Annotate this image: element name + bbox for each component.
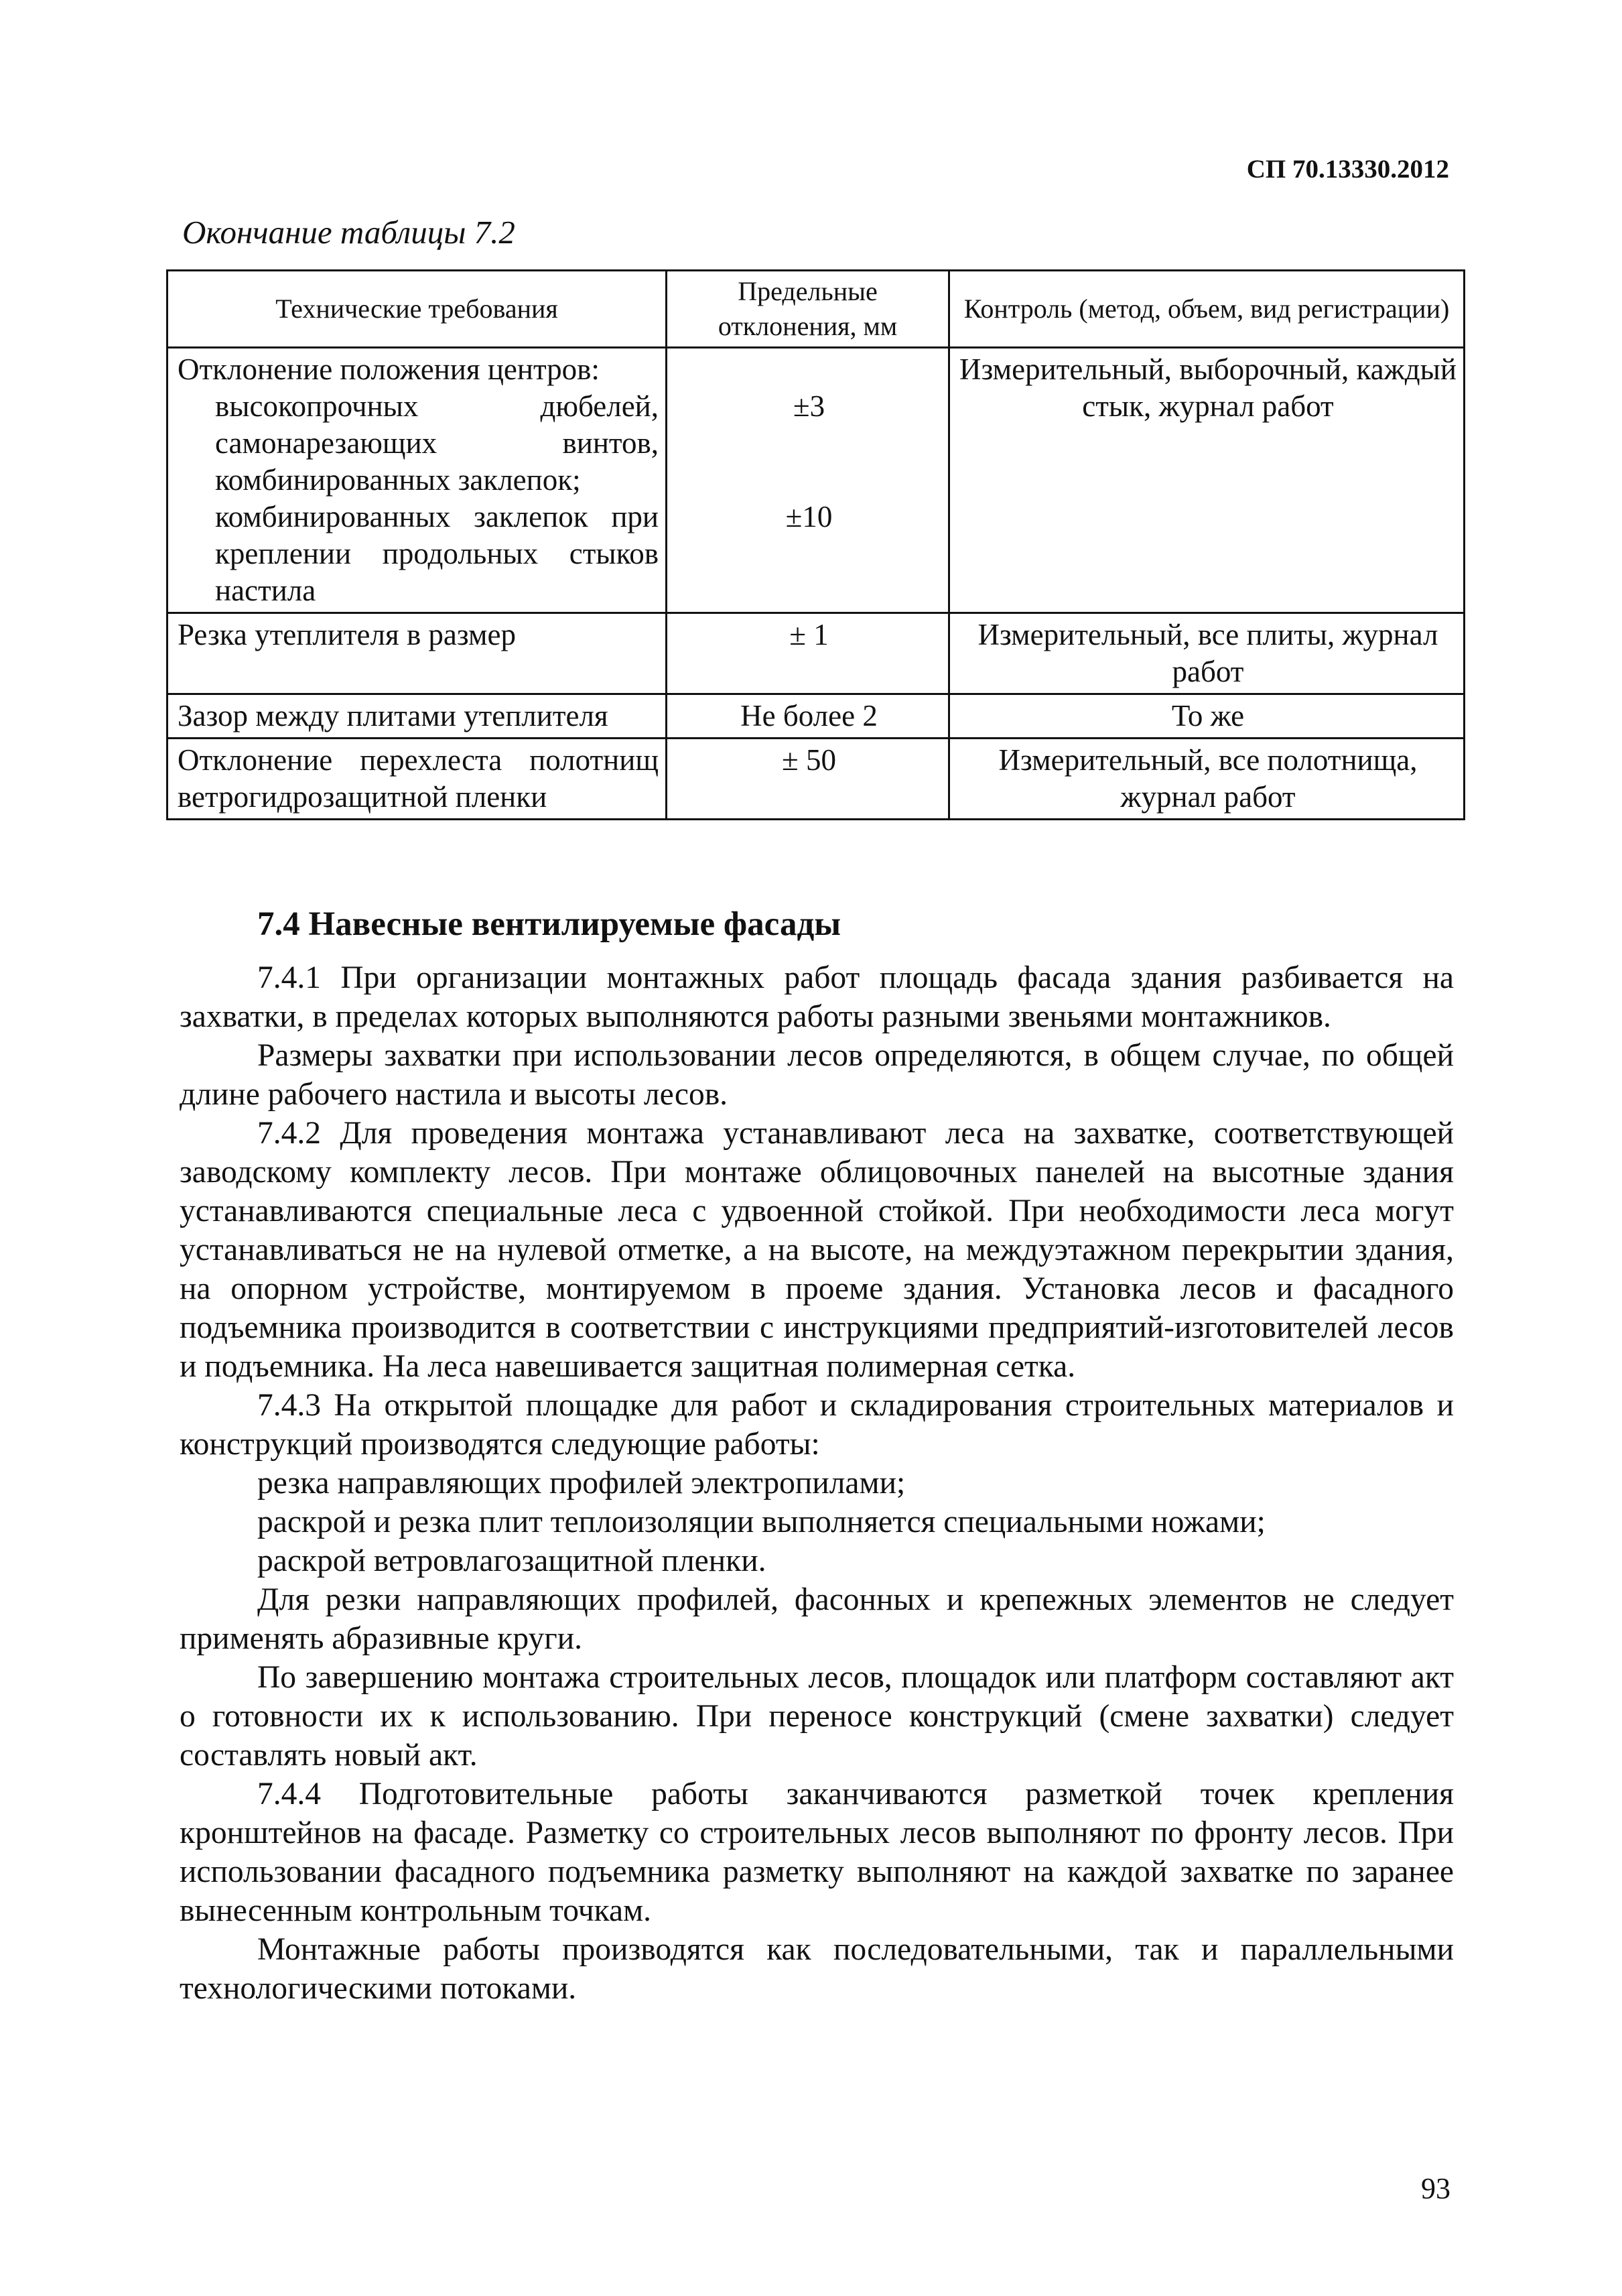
control-text: Измерительный, все полотнища, журнал работ — [949, 739, 1465, 820]
paragraph: 7.4.3 На открытой площадке для работ и складирования строительных материалов и конструкций производятся следующие работы: — [180, 1388, 1454, 1462]
list-item: раскрой ветровлагозащитной пленки. — [257, 1543, 766, 1578]
paragraph: Монтажные работы производятся как последовательными, так и параллельными технологическими потоками. — [180, 1932, 1454, 2006]
requirement-text: Резка утеплителя в размер — [167, 613, 667, 694]
column-header-deviations: Предельные отклонения, мм — [667, 271, 949, 348]
list-item: резка направляющих профилей электропилами; — [257, 1466, 906, 1501]
requirement-text: Отклонение перехлеста полотнищ ветрогидрозащитной пленки — [167, 739, 667, 820]
paragraph: 7.4.2 Для проведения монтажа устанавливают леса на захватке, соответствующей заводскому комплекту лесов. При монтаже облицовочных панелей на высотные здания устанавливаются специальные леса с удвоенной стойкой. При необходимости леса могут устанавливаться не на нулевой отметке, а на высоте, на междуэтажном перекрытии здания, на опорном устройстве, монтируемом в проеме здания. Установка лесов и фасадного подъемника производится в соответствии с инструкциями предприятий-изготовителей лесов и подъемника. На леса навешивается защитная полимерная сетка. — [180, 1116, 1454, 1384]
table-caption: Окончание таблицы 7.2 — [182, 214, 515, 251]
requirement-subitem: высокопрочных дюбелей, самонарезающих винтов, комбинированных заклепок; — [215, 389, 659, 497]
control-text: Измерительный, все плиты, журнал работ — [949, 613, 1465, 694]
deviation-value: ± 50 — [667, 739, 949, 820]
table-row — [167, 739, 1465, 820]
column-header-control: Контроль (метод, объем, вид регистрации) — [949, 271, 1465, 348]
paragraph: Для резки направляющих профилей, фасонных и крепежных элементов не следует применять абразивные круги. — [180, 1582, 1454, 1656]
control-text: Измерительный, выборочный, каждый стык, журнал работ — [949, 348, 1465, 613]
paragraph: Размеры захватки при использовании лесов определяются, в общем случае, по общей длине рабочего настила и высоты лесов. — [180, 1038, 1454, 1112]
paragraph: 7.4.1 При организации монтажных работ площадь фасада здания разбивается на захватки, в пределах которых выполняются работы разными звеньями монтажников. — [180, 960, 1454, 1034]
column-header-requirements: Технические требования — [167, 271, 667, 348]
control-text: То же — [949, 694, 1465, 739]
table-row — [167, 348, 1465, 613]
document-code: СП 70.13330.2012 — [1246, 155, 1449, 184]
section-title: 7.4 Навесные вентилируемые фасады — [257, 905, 841, 943]
table-row — [167, 694, 1465, 739]
deviation-value: ±10 — [785, 500, 833, 533]
requirement-text: Зазор между плитами утеплителя — [167, 694, 667, 739]
deviation-value: ±3 — [793, 389, 825, 423]
requirement-text: Отклонение положения центров: — [178, 353, 600, 386]
tolerance-table — [166, 269, 1465, 820]
requirement-subitem: комбинированных заклепок при креплении продольных стыков настила — [215, 500, 659, 607]
section-body — [180, 958, 1454, 2008]
deviation-value: Не более 2 — [667, 694, 949, 739]
deviation-value: ± 1 — [667, 613, 949, 694]
page-number: 93 — [1421, 2172, 1450, 2205]
paragraph: По завершению монтажа строительных лесов, площадок или платформ составляют акт о готовности их к использованию. При переносе конструкций (смене захватки) следует составлять новый акт. — [180, 1660, 1454, 1773]
list-item: раскрой и резка плит теплоизоляции выполняется специальными ножами; — [257, 1505, 1266, 1539]
table-header-row — [167, 271, 1465, 348]
paragraph: 7.4.4 Подготовительные работы заканчиваются разметкой точек крепления кронштейнов на фасаде. Разметку со строительных лесов выполняют по фронту лесов. При использовании фасадного подъемника разметку выполняют на каждой захватке по заранее вынесенным контрольным точкам. — [180, 1777, 1454, 1928]
table-row — [167, 613, 1465, 694]
